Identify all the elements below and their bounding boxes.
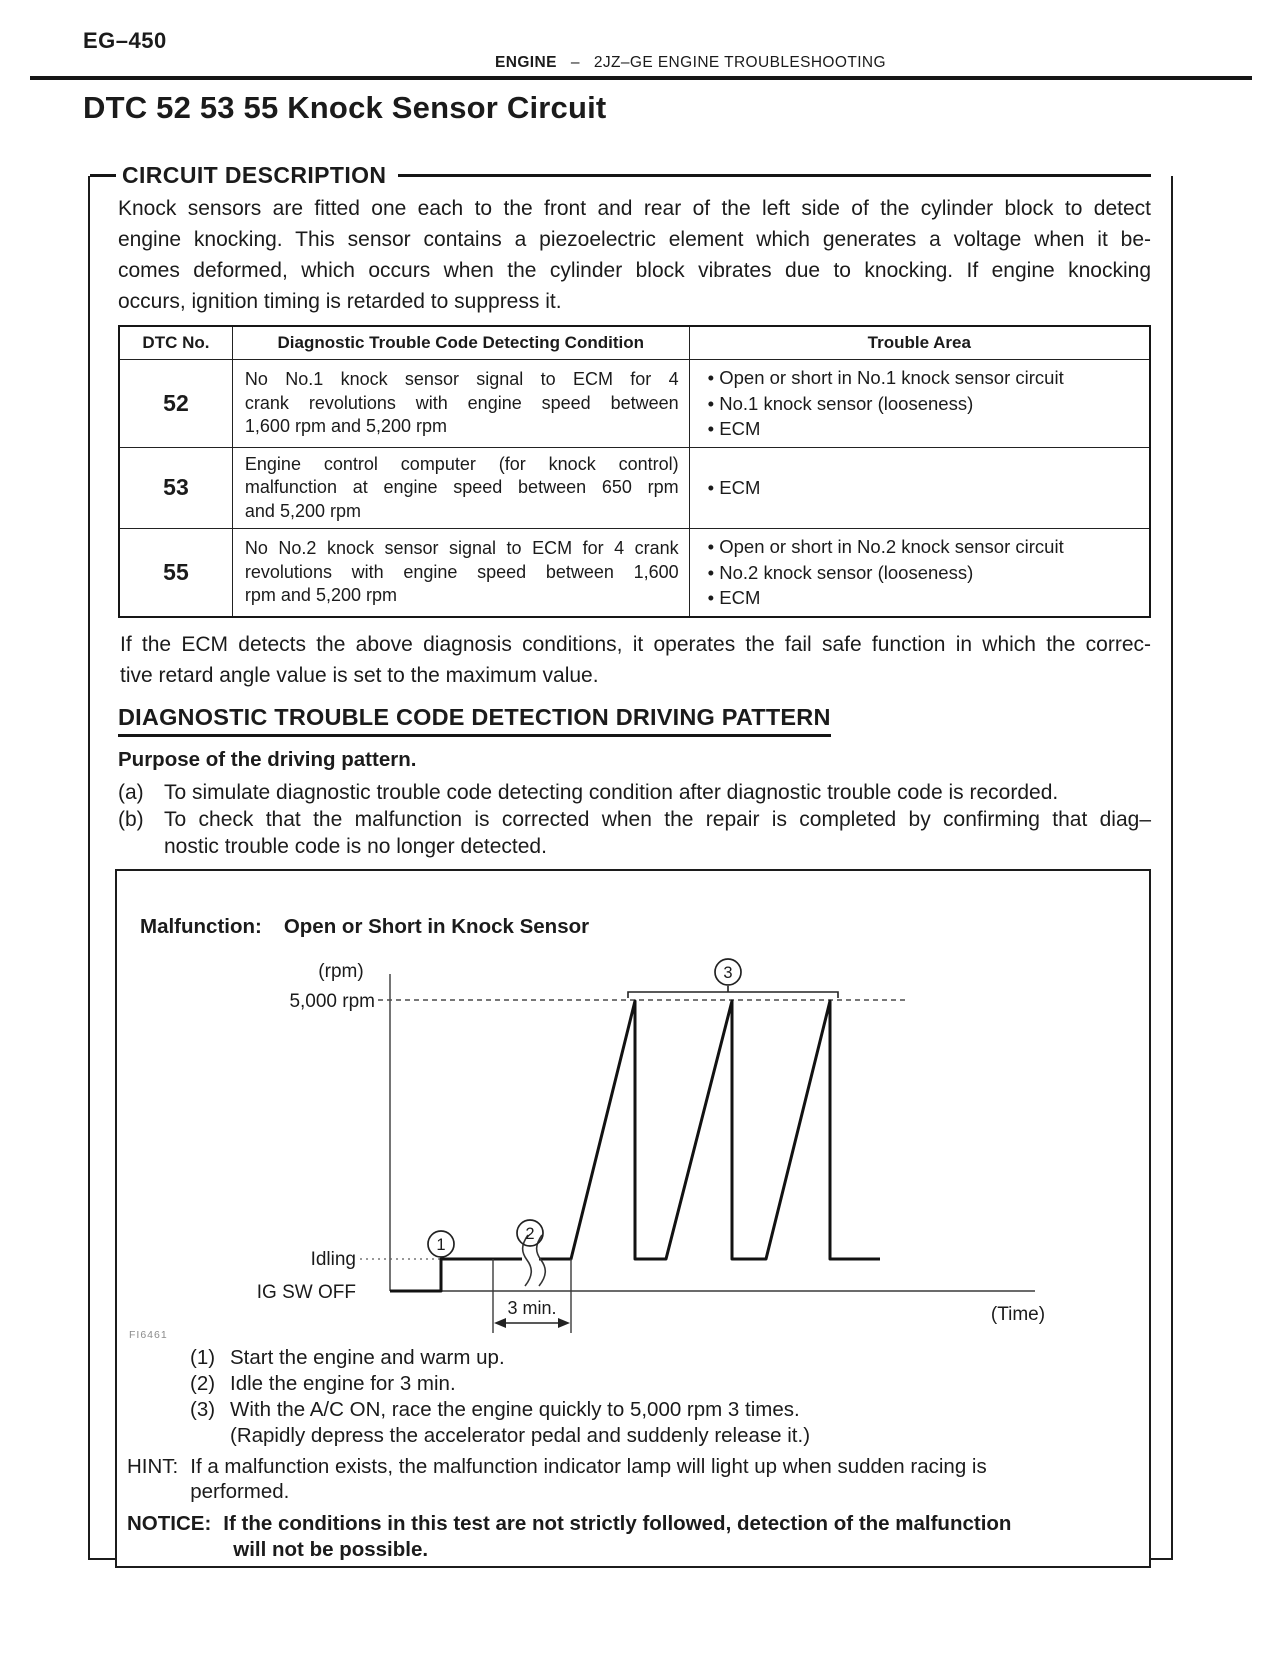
dtc-table-header [119,326,1150,360]
purpose-item-text [164,806,1151,860]
step-text [230,1371,456,1397]
time-axis-label: (Time) [990,1303,1046,1325]
description-line: Knock sensors are fitted one each to the front and rear of the left side of the cylinder block to detect [118,197,1151,220]
failsafe-note [118,629,1151,691]
trouble-area-item: • No.2 knock sensor (looseness) [708,560,1141,586]
section-box [88,161,1173,1561]
trouble-area-item: • ECM [708,475,1141,501]
step-row [190,1371,1149,1397]
step-text [230,1397,810,1449]
trouble-area-cell [689,529,1150,617]
failsafe-line: If the ECM detects the above diagnosis conditions, it operates the fail safe function in which the correc- [120,632,1151,656]
condition-line: No No.1 knock sensor signal to ECM for 4 [244,369,679,389]
malfunction-value: Open or Short in Knock Sensor [283,914,590,938]
driving-pattern-chart [128,951,1138,1341]
step-line: (Rapidly depress the accelerator pedal and suddenly release it.) [230,1423,811,1447]
dtc-table-row [119,447,1150,529]
trouble-area-item: • ECM [708,416,1141,442]
step-label: (1) [190,1345,216,1369]
step-line: Idle the engine for 3 min. [230,1371,456,1395]
running-header-title: 2JZ–GE ENGINE TROUBLESHOOTING [593,54,886,71]
driving-pattern-heading: DIAGNOSTIC TROUBLE CODE DETECTION DRIVING PATTERN [118,704,831,737]
hint-line: If a malfunction exists, the malfunction indicator lamp will light up when sudden racing is [190,1454,987,1478]
running-header-dash: – [570,54,580,71]
detecting-condition-cell [232,360,689,448]
description-paragraph [118,193,1151,317]
notice-note [127,1511,1149,1563]
dtc-table-row [119,360,1150,448]
running-header [495,54,886,72]
condition-line: 1,600 rpm and 5,200 rpm [244,416,448,436]
dtc-table [118,325,1151,618]
arrowhead-left [494,1318,506,1328]
trouble-area-item: • Open or short in No.2 knock sensor circuit [708,534,1141,560]
hint-label: HINT: [127,1454,179,1478]
table-header-row [119,326,1150,360]
purpose-item [118,806,1151,860]
peak-rpm-label: 5,000 rpm [289,990,375,1012]
hint-line: performed. [190,1479,290,1503]
purpose-item [118,779,1151,806]
purpose-item-line: nostic trouble code is no longer detected. [164,834,547,858]
detecting-condition-cell [232,529,689,617]
circuit-description-heading: CIRCUIT DESCRIPTION [122,161,387,188]
step-marker-1: 1 [436,1235,446,1254]
idling-label: Idling [310,1248,356,1270]
malfunction-title [117,871,1149,939]
running-header-section: ENGINE [495,54,557,71]
condition-line: Engine control computer (for knock control) [244,453,679,474]
arrowhead-right [558,1318,570,1328]
condition-line: crank revolutions with engine speed between [244,392,679,413]
detecting-condition-cell [232,447,689,529]
header-rule [30,76,1252,80]
dtc-number-cell: 52 [119,360,232,448]
purpose-item-text [164,779,1151,806]
trouble-area-item: • No.1 knock sensor (looseness) [708,391,1141,417]
condition-line: No No.2 knock sensor signal to ECM for 4 crank [244,538,679,558]
trouble-area-item: • Open or short in No.1 knock sensor circuit [708,365,1141,391]
failsafe-line: tive retard angle value is set to the maximum value. [120,663,599,687]
page-code: EG–450 [83,28,167,53]
table-column-header: Diagnostic Trouble Code Detecting Condition [232,326,689,360]
steps-list [190,1345,1149,1449]
purpose-item-label: (a) [118,780,144,804]
purpose-item-label: (b) [118,807,144,831]
duration-label: 3 min. [507,1297,557,1318]
purpose-heading: Purpose of the driving pattern. [118,747,417,771]
figure-code: FI6461 [129,1328,168,1341]
step-row [190,1397,1149,1449]
heading-rule [398,174,1151,177]
step-row [190,1345,1149,1371]
description-line: engine knocking. This sensor contains a piezoelectric element which generates a voltage when it be- [118,228,1151,251]
notice-label: NOTICE: [127,1511,212,1535]
table-column-header: Trouble Area [689,326,1150,360]
ig-sw-off-label: IG SW OFF [256,1281,356,1303]
border-stub [90,174,116,177]
condition-line: malfunction at engine speed between 650 rpm [244,477,679,497]
circuit-description-header [90,161,1151,189]
step-label: (2) [190,1371,216,1395]
dtc-number-cell: 55 [119,529,232,617]
step-marker-3: 3 [723,963,733,982]
step-label: (3) [190,1397,216,1421]
peak-bracket [628,992,838,998]
step-line: With the A/C ON, race the engine quickly to 5,000 rpm 3 times. [230,1397,800,1421]
purpose-item-line: To check that the malfunction is corrected when the repair is completed by confirming that diag– [164,807,1151,831]
trouble-area-cell [689,447,1150,529]
notice-line: will not be possible. [233,1537,429,1561]
step-text [230,1345,505,1371]
description-line: comes deformed, which occurs when the cylinder block vibrates due to knocking. If engine knocking [118,259,1151,282]
hint-text [190,1454,987,1504]
step-marker-2: 2 [525,1224,535,1243]
description-line: occurs, ignition timing is retarded to suppress it. [118,290,562,313]
dtc-number-cell: 53 [119,447,232,529]
purpose-item-list [118,779,1151,860]
rpm-axis-label: (rpm) [318,960,364,982]
dtc-table-body [119,360,1150,617]
dtc-table-row [119,529,1150,617]
condition-line: revolutions with engine speed between 1,600 [244,561,679,582]
step-line: Start the engine and warm up. [230,1345,505,1369]
condition-line: rpm and 5,200 rpm [244,585,397,605]
trouble-area-item: • ECM [708,585,1141,611]
engine-speed-waveform [390,1001,880,1291]
driving-pattern-figure [115,869,1151,1568]
notice-line: If the conditions in this test are not strictly followed, detection of the malfunction [223,1511,1012,1535]
hint-note [127,1454,1149,1504]
malfunction-label: Malfunction: [140,914,262,938]
page-title: DTC 52 53 55 Knock Sensor Circuit [83,90,607,125]
notice-text [223,1511,1011,1563]
purpose-item-line: To simulate diagnostic trouble code detecting condition after diagnostic trouble code is recorded. [164,780,1059,804]
trouble-area-cell [689,360,1150,448]
table-column-header: DTC No. [119,326,232,360]
condition-line: and 5,200 rpm [244,500,361,521]
